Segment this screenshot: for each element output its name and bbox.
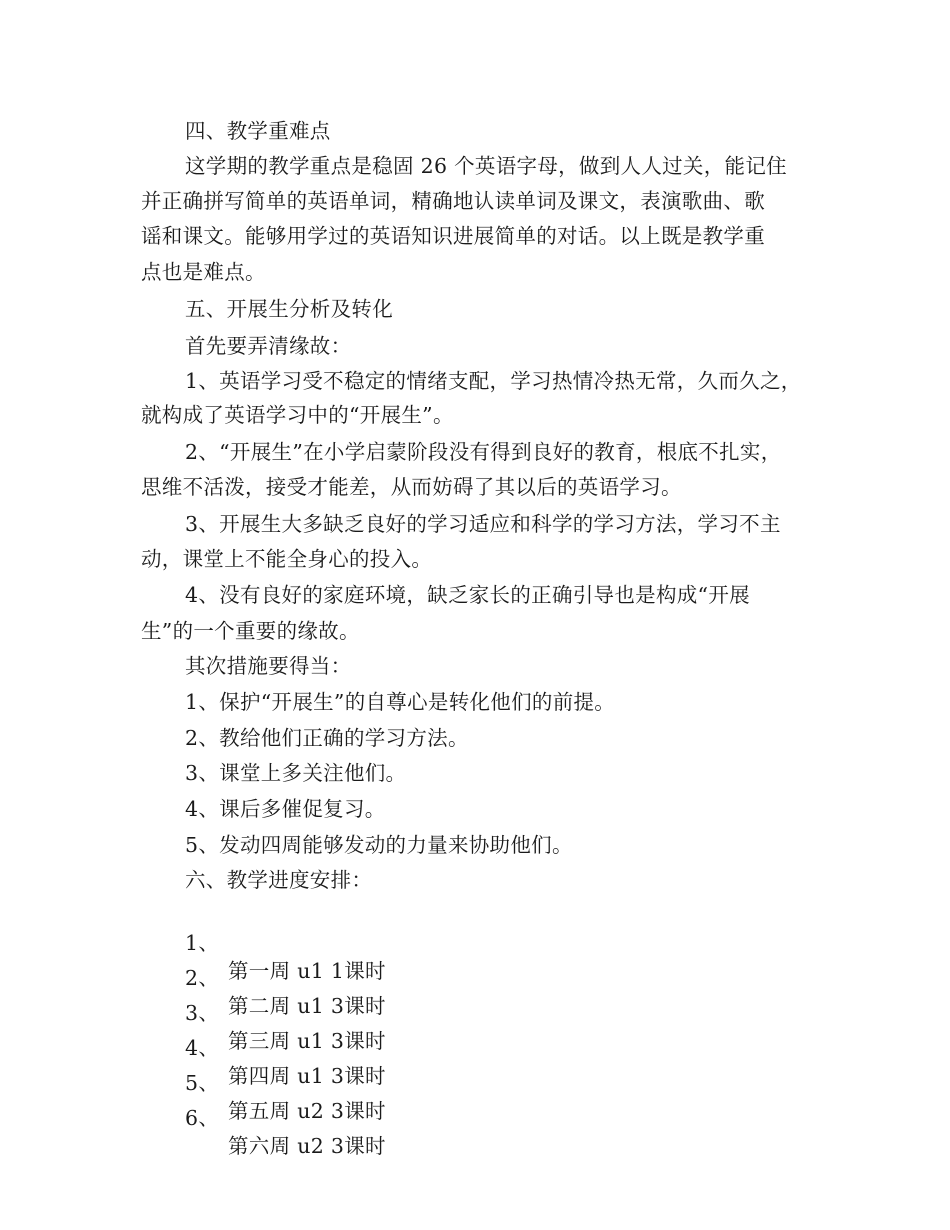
reason-item-continuation: 生”的一个重要的缘故。 <box>141 619 360 643</box>
section-5-heading: 五、开展生分析及转化 <box>185 297 393 321</box>
section-4-heading: 四、教学重难点 <box>185 119 331 143</box>
measure-item: 5、发动四周能够发动的力量来协助他们。 <box>185 833 573 857</box>
schedule-number: 2、 <box>185 966 220 990</box>
measure-item: 2、教给他们正确的学习方法。 <box>185 726 469 750</box>
section-6-heading: 六、教学进度安排： <box>185 868 373 892</box>
schedule-text: 第一周 u1 1课时 <box>228 959 386 983</box>
reason-item-continuation: 就构成了英语学习中的“开展生”。 <box>141 403 454 427</box>
schedule-number: 5、 <box>185 1071 220 1095</box>
reason-item: 3、开展生大多缺乏良好的学习适应和科学的学习方法，学习不主 <box>185 512 781 536</box>
reason-item: 1、英语学习受不稳定的情绪支配，学习热情冷热无常，久而久之， <box>185 369 802 393</box>
measure-item: 3、课堂上多关注他们。 <box>185 761 407 785</box>
measure-item: 4、课后多催促复习。 <box>185 797 386 821</box>
schedule-text: 第三周 u1 3课时 <box>228 1029 386 1053</box>
schedule-text: 第二周 u1 3课时 <box>228 994 386 1018</box>
schedule-number: 4、 <box>185 1036 220 1060</box>
section-4-paragraph-line: 并正确拼写简单的英语单词，精确地认读单词及课文，表演歌曲、歌 <box>141 189 765 213</box>
schedule-number: 6、 <box>185 1106 220 1130</box>
reason-item: 2、“开展生”在小学启蒙阶段没有得到良好的教育，根底不扎实， <box>185 440 782 464</box>
reason-item-continuation: 思维不活泼，接受才能差，从而妨碍了其以后的英语学习。 <box>141 475 682 499</box>
section-4-paragraph-line: 点也是难点。 <box>141 260 266 284</box>
schedule-text: 第五周 u2 3课时 <box>228 1099 386 1123</box>
measure-item: 1、保护“开展生”的自尊心是转化他们的前提。 <box>185 690 616 714</box>
reason-item-continuation: 动，课堂上不能全身心的投入。 <box>141 547 433 571</box>
measures-intro: 其次措施要得当： <box>185 654 352 678</box>
schedule-text: 第六周 u2 3课时 <box>228 1134 386 1158</box>
section-4-paragraph-line: 谣和课文。能够用学过的英语知识进展简单的对话。以上既是教学重 <box>141 224 765 248</box>
reasons-intro: 首先要弄清缘故： <box>185 334 352 358</box>
schedule-number: 3、 <box>185 1001 220 1025</box>
schedule-number: 1、 <box>185 931 220 955</box>
reason-item: 4、没有良好的家庭环境，缺乏家长的正确引导也是构成“开展 <box>185 583 750 607</box>
schedule-text: 第四周 u1 3课时 <box>228 1064 386 1088</box>
section-4-paragraph-line: 这学期的教学重点是稳固 26 个英语字母，做到人人过关，能记住 <box>185 154 787 178</box>
